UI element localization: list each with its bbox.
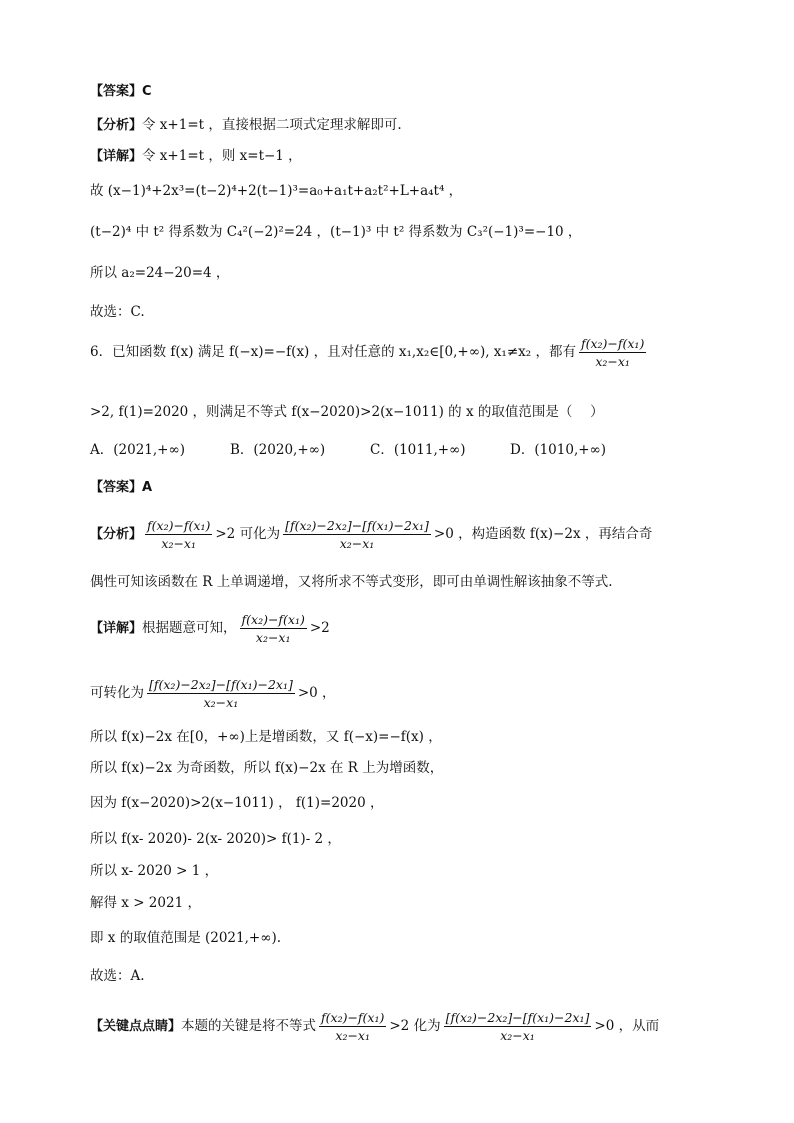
q6-analysis-1 [90,518,714,551]
fraction-denominator: x₂−x₁ [500,1028,535,1043]
option-c: C．(1011,+∞) [370,442,466,458]
detail-label: 【详解】 [90,149,143,164]
q6-detail-5: 因为 f(x−2020)>2(x−1011) ， f(1)=2020 ， [90,795,384,811]
fraction [319,1010,386,1043]
fraction-denominator: x₂−x₁ [203,695,239,710]
key-point-text: >0 ，从而 [594,1018,660,1034]
q6-key-point [90,1010,714,1043]
detail-text: 令 x+1=t ，则 x=t−1 ， [142,148,302,164]
q5-detail-2: 故 (x−1)⁴+2x³=(t−2)⁴+2(t−1)³=a₀+a₁t+a₂t²+L+a₄t⁴ ， [90,183,463,199]
detail-label: 【详解】 [90,621,143,636]
q6-detail-7: 所以 x- 2020 > 1 ， [90,863,219,879]
q6-detail-6: 所以 f(x- 2020)- 2(x- 2020)> f(1)- 2 ， [90,831,341,847]
fraction-numerator: f(x₂)−f(x₁) [241,612,305,627]
key-point-label: 【关键点点睛】 [90,1019,182,1034]
q6-detail-2 [90,677,714,710]
fraction-numerator: f(x₂)−f(x₁) [321,1010,385,1025]
option-b: B．(2020,+∞) [230,442,326,458]
q6-detail-3: 所以 f(x)−2x 在[0，+∞)上是增函数，又 f(−x)=−f(x) ， [90,729,442,745]
fraction [145,518,212,551]
fraction-numerator: f(x₂)−f(x₁) [147,518,211,533]
q5-answer: 【答案】C [90,84,152,99]
detail-text: 可转化为 [90,685,144,701]
fraction-numerator: f(x₂)−f(x₁) [580,336,645,351]
key-point-text: >2 化为 [389,1018,441,1034]
fraction-denominator: x₂−x₁ [255,630,291,645]
fraction [240,612,307,645]
option-d: D．(1010,+∞) [510,442,607,458]
key-point-text: 本题的关键是将不等式 [181,1018,317,1034]
q5-detail-3: (t−2)⁴ 中 t² 得系数为 C₄²(−2)²=24 ，(t−1)³ 中 t² 得系数为 C₃²(−1)³=−10 ， [90,224,582,240]
option-a: A．(2021,+∞) [90,442,185,458]
analysis-text: >0 ，构造函数 f(x)−2x ，再结合奇 [433,526,653,542]
detail-text: >2 [309,620,330,636]
fraction [147,677,295,710]
detail-text: 根据题意可知， [142,620,237,636]
q5-detail-4: 所以 a₂=24−20=4 ， [90,265,230,281]
q5-conclusion: 故选：C. [90,304,145,320]
q6-answer: 【答案】A [90,480,153,495]
fraction-numerator: [f(x₂)−2x₂]−[f(x₁)−2x₁] [149,677,293,692]
fraction [579,336,646,369]
q6-detail-1 [90,612,714,645]
q6-analysis-2: 偶性可知该函数在 R 上单调递增，又将所求不等式变形，即可由单调性解该抽象不等式. [90,574,613,590]
fraction-numerator: [f(x₂)−2x₂]−[f(x₁)−2x₁] [445,1010,590,1025]
q6-stem-line2: >2, f(1)=2020 ，则满足不等式 f(x−2020)>2(x−1011) 的 x 的取值范围是（ ） [90,404,604,420]
fraction [444,1010,592,1043]
q6-detail-8: 解得 x > 2021 ， [90,895,201,911]
fraction-denominator: x₂−x₁ [335,1028,370,1043]
q6-detail-9: 即 x 的取值范围是 (2021,+∞). [90,930,282,946]
detail-text: >0 ， [297,685,336,701]
analysis-label: 【分析】 [90,527,143,542]
q6-detail-4: 所以 f(x)−2x 为奇函数，所以 f(x)−2x 在 R 上为增函数， [90,760,444,776]
fraction-denominator: x₂−x₁ [595,354,630,369]
q6-stem-line1 [90,336,714,369]
fraction [283,518,431,551]
q5-detail-1 [90,146,714,167]
analysis-text: 令 x+1=t ，直接根据二项式定理求解即可. [142,117,402,133]
analysis-label: 【分析】 [90,118,143,133]
q5-analysis [90,115,714,136]
q6-conclusion: 故选：A. [90,968,145,984]
q6-stem-text: 6．已知函数 f(x) 满足 f(−x)=−f(x) ，且对任意的 x₁,x₂∈[0,+∞), x₁≠x₂ ，都有 [90,344,576,360]
fraction-denominator: x₂−x₁ [161,536,196,551]
fraction-denominator: x₂−x₁ [339,536,375,551]
analysis-text: >2 可化为 [215,526,281,542]
fraction-numerator: [f(x₂)−2x₂]−[f(x₁)−2x₁] [285,518,429,533]
q6-options [90,440,714,460]
